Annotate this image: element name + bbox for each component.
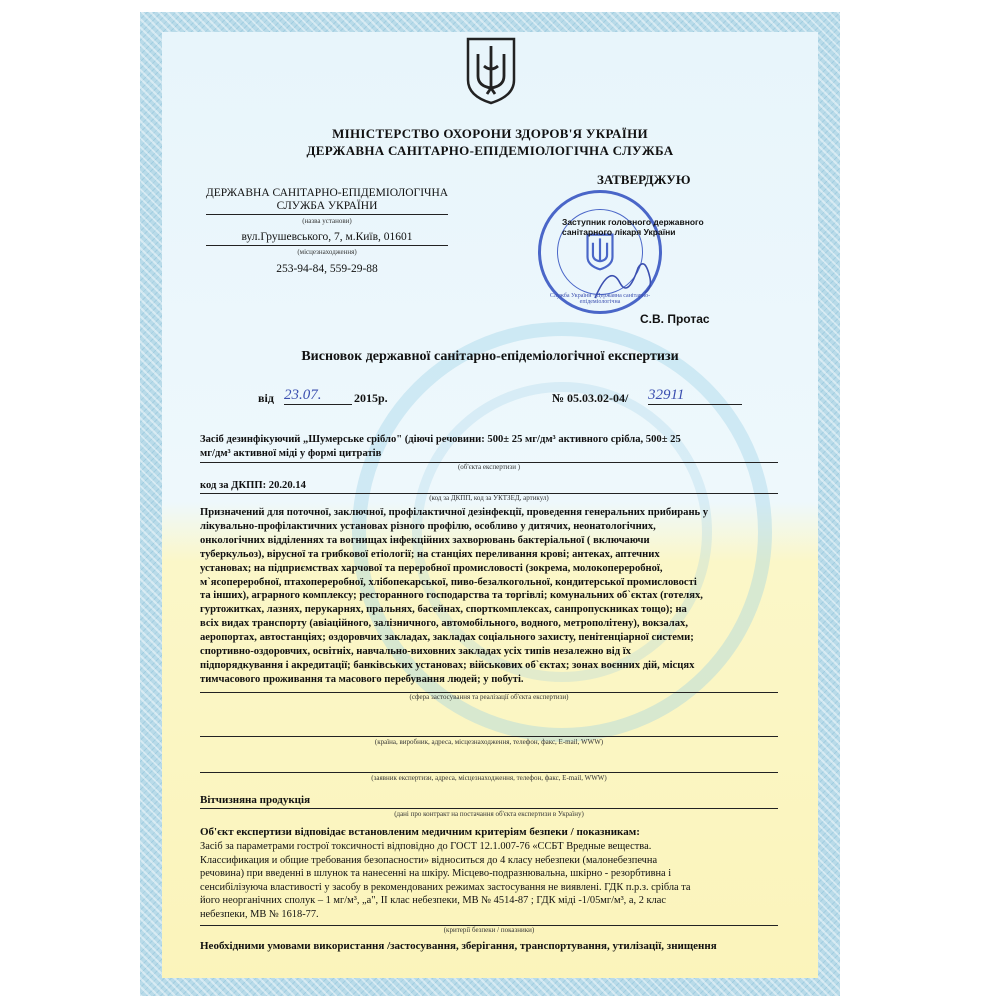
approval-position	[562, 217, 704, 237]
dkpp-code: код за ДКПП: 20.20.14	[200, 480, 306, 491]
institution-block	[196, 187, 458, 276]
purpose-line: спортивно-оздоровчих, освітніх, навчально-виховних закладах усіх типів незалежно від їх	[200, 646, 631, 658]
purpose-line: м`ясопереробної, птахопереробної, хлібопекарської, пиво-безалкогольної, кондитерської промисловості	[200, 576, 697, 588]
purpose-caption: (сфера застосування та реалізації об'єкта експертизи)	[409, 693, 569, 701]
coat-of-arms-icon	[464, 36, 518, 106]
date-year: 2015р.	[354, 391, 388, 405]
purpose-line: та інших), аграрного комплексу; ресторанного господарства та торгівлі; комунальних об`єктах (готелях,	[200, 590, 703, 602]
document-title: Висновок державної санітарно-епідеміологічної експертизи	[301, 349, 679, 364]
applicant-caption: (заявник експертизи, адреса, місцезнаходження, телефон, факс, E-mail, WWW)	[371, 774, 607, 782]
safety-line: небезпеки, МВ № 1618-77.	[200, 908, 319, 920]
signature-icon	[590, 258, 660, 308]
purpose-line: підпорядкування і акредитації; банківських установах; військових об`єктах; зонах воєнних дій, місцях	[200, 659, 695, 671]
product-underline	[200, 808, 778, 809]
safety-caption: (критерії безпеки / показники)	[443, 926, 535, 934]
safety-line: речовина) при введенні в шлунок та нанесенні на шкіру. Місцево-подразнювальна, шкірно - резорбтивна і	[200, 868, 672, 880]
purpose-line: Призначений для поточної, заключної, профілактичної дезінфекції, проведення генеральних прибирань у	[200, 507, 709, 518]
number-value: 32911	[648, 387, 742, 405]
institution-address-caption: (місцезнаходження)	[206, 245, 448, 259]
institution-name-line2: СЛУЖБА УКРАЇНИ	[276, 200, 378, 212]
institution-name-line1: ДЕРЖАВНА САНІТАРНО-ЕПІДЕМІОЛОГІЧНА	[205, 187, 449, 199]
country-underline	[200, 736, 778, 737]
purpose-line: тимчасового проживання та масового перебування людей; у побуті.	[200, 673, 524, 685]
object-caption: (об'єкта експертизи )	[457, 463, 521, 471]
safety-line: сенсибілізуюча властивості у засобу в рекомендованих режимах застосування не виявлені. ГДК п.р.з. срібла та	[200, 881, 691, 893]
safety-line: Засіб за параметрами гострої токсичності відповідно до ГОСТ 12.1.007-76 «ССБТ Вредные вещества.	[200, 841, 652, 852]
safety-text	[200, 840, 790, 922]
date-value: 23.07.	[284, 387, 352, 405]
country-caption: (країна, виробник, адреса, місцезнаходження, телефон, факс, E-mail, WWW)	[374, 738, 604, 746]
purpose-line: онкологічних відділеннях та вогнищах інфекційних захворювань бактеріальної ( включаючи	[200, 534, 650, 546]
institution-address: вул.Грушевського, 7, м.Київ, 01601	[241, 231, 413, 243]
product-origin: Вітчизняна продукція	[200, 794, 311, 806]
purpose-line: гуртожитках, лазнях, перукарнях, пральнях, басейнах, спорткомплексах, санпропускниках тощо); на	[200, 604, 687, 616]
applicant-underline	[200, 772, 778, 773]
object-description	[200, 433, 790, 461]
object-line2: мг/дм³ активної міді у формі цитратів	[200, 447, 382, 459]
code-caption: (код за ДКПП, код за УКТЗЕД, артикул)	[429, 494, 549, 502]
purpose-line: туберкульоз), вірусної та грибкової етіології; на станціях переливання крові; антеках, аптечних	[200, 548, 660, 560]
approval-heading: ЗАТВЕРДЖУЮ	[597, 172, 691, 187]
number-prefix: № 05.03.02-04/	[552, 391, 629, 405]
safety-line: його неорганічних сполук – 1 мг/м³, „а", ІІ клас небезпеки, МВ № 4514-87 ; ГДК міді -1/05мг/м³, а, 2 клас	[200, 895, 666, 907]
approval-position-line2: санітарного лікаря України	[562, 227, 676, 237]
purpose-line: всіх видах транспорту (авіаційного, залізничного, автомобільного, водного, метрополітену), вокзалах,	[200, 618, 688, 630]
signatory-name: С.В. Протас	[640, 312, 710, 326]
ministry-name: МІНІСТЕРСТВО ОХОРОНИ ЗДОРОВ'Я УКРАЇНИ	[332, 126, 648, 141]
safety-heading: Об'єкт експертизи відповідає встановленим медичним критеріям безпеки / показникам:	[200, 826, 640, 838]
purpose-line: аеропортах, автостанціях; оздоровчих закладах, закладах соціального захисту, пенітенціарної системи;	[200, 632, 694, 644]
object-line1: Засіб дезинфікуючий „Шумерське срібло" (діючі речовини: 500± 25 мг/дм³ активного срібла, 500± 25	[200, 434, 681, 445]
purpose-text	[200, 506, 790, 687]
purpose-line: установах; на підприємствах харчової та переробної промисловості (зокрема, молокопереробної,	[200, 562, 663, 574]
stamp-text: Служба України · Державна санітарно-епідеміологічна	[549, 293, 651, 305]
approval-position-line1: Заступник головного державного	[562, 217, 704, 227]
product-caption: (дані про контракт на постачання об'єкта експертизи в Україну)	[394, 810, 584, 818]
safety-line: Классификация и общие требования безопасности» відноситься до 4 класу небезпеки (малонебезпечна	[200, 854, 658, 866]
purpose-line: лікувально-профілактичних установах різного профілю, особливо у дитячих, неонатологічних,	[200, 520, 656, 532]
date-prefix: від	[258, 391, 274, 405]
footer-conditions: Необхідними умовами використання /застосування, зберігання, транспортування, утилізації, знищення	[200, 940, 717, 952]
institution-name-caption: (назва установи)	[206, 214, 448, 228]
service-name: ДЕРЖАВНА САНІТАРНО-ЕПІДЕМІОЛОГІЧНА СЛУЖБА	[306, 143, 674, 158]
institution-phones: 253-94-84, 559-29-88	[276, 263, 378, 275]
